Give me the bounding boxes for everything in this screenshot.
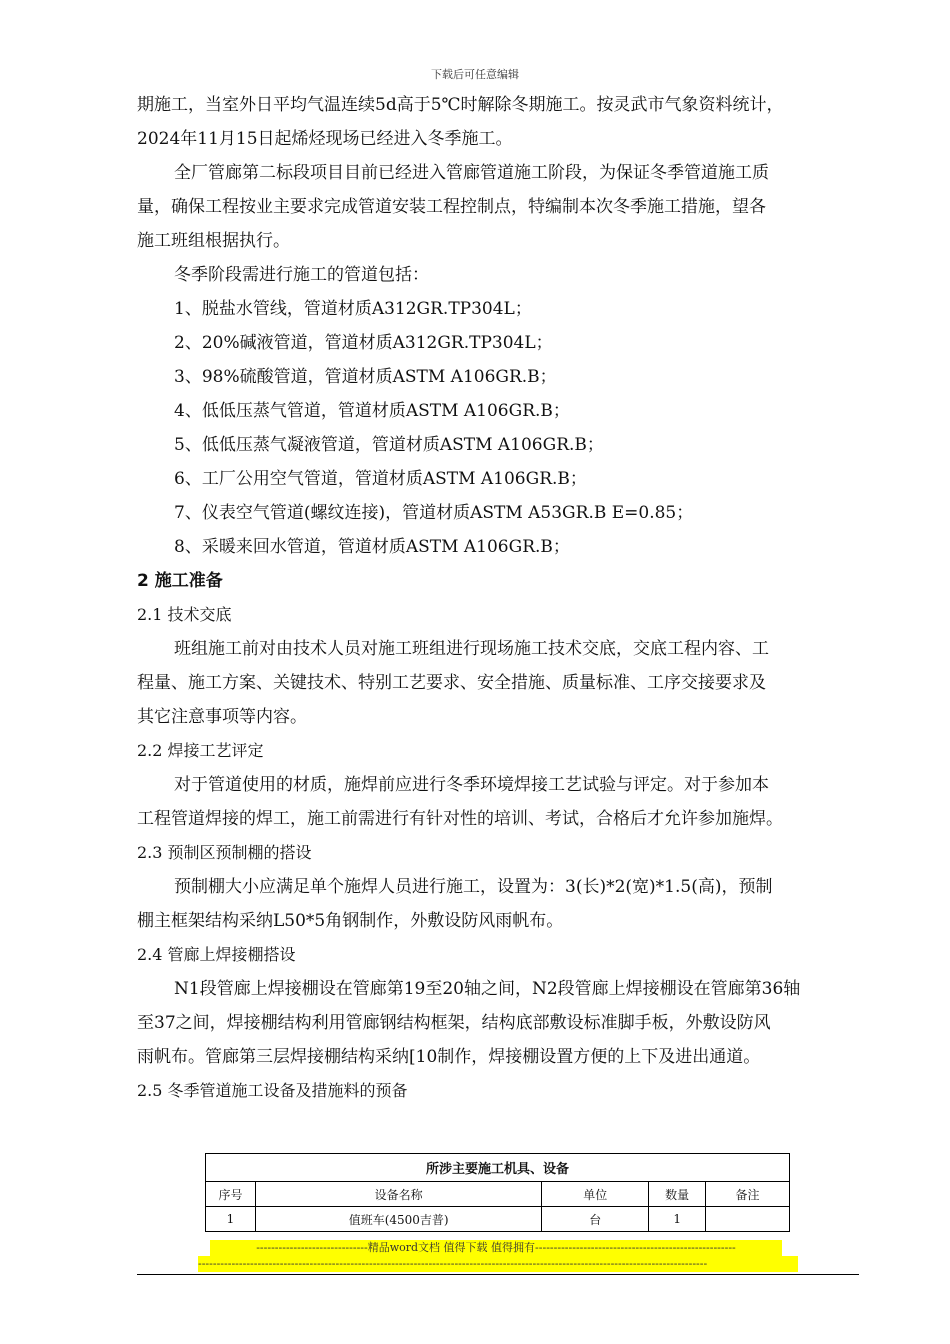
header-note: 下载后可任意编辑 <box>431 68 519 81</box>
paragraph-line: 对于管道使用的材质，施焊前应进行冬季环境焊接工艺试验与评定。对于参加本 <box>174 775 769 795</box>
footer-banner-dashes: ----------------------------------------------------------------------------------------------------------------------------------------- <box>198 1256 798 1272</box>
table-header-row <box>206 1182 790 1207</box>
footer-banner: ------------------------------精品word文档 值得下载 值得拥有------------------------------------------------------ <box>210 1240 782 1256</box>
paragraph-line: 量，确保工程按业主要求完成管道安装工程控制点，特编制本次冬季施工措施，望各 <box>137 197 766 217</box>
subsection-heading: 2.5 冬季管道施工设备及措施料的预备 <box>137 1081 408 1100</box>
table-caption-row <box>206 1154 790 1182</box>
paragraph-line: 棚主框架结构采纳L50*5角钢制作，外敷设防风雨帆布。 <box>137 911 564 931</box>
column-header-index: 序号 <box>206 1182 256 1207</box>
table-row <box>206 1207 790 1232</box>
paragraph-line: 全厂管廊第二标段项目目前已经进入管廊管道施工阶段，为保证冬季管道施工质 <box>174 163 769 183</box>
paragraph-line: 工程管道焊接的焊工，施工前需进行有针对性的培训、考试，合格后才允许参加施焊。 <box>137 809 783 829</box>
paragraph-line: 其它注意事项等内容。 <box>137 707 307 727</box>
pipe-list-item: 1、脱盐水管线，管道材质A312GR.TP304L； <box>174 299 532 319</box>
paragraph-line: 期施工，当室外日平均气温连续5d高于5℃时解除冬期施工。按灵武市气象资料统计， <box>137 95 784 115</box>
paragraph-line: 班组施工前对由技术人员对施工班组进行现场施工技术交底，交底工程内容、工 <box>174 639 769 659</box>
table-cell: 1 <box>649 1207 706 1232</box>
table-cell: 值班车(4500吉普) <box>255 1207 541 1232</box>
table-cell: 台 <box>542 1207 649 1232</box>
paragraph-line: 程量、施工方案、关键技术、特别工艺要求、安全措施、质量标准、工序交接要求及 <box>137 673 766 693</box>
subsection-heading: 2.3 预制区预制棚的搭设 <box>137 843 312 862</box>
paragraph-line: 至37之间，焊接棚结构利用管廊钢结构框架，结构底部敷设标准脚手板，外敷设防风 <box>137 1013 771 1033</box>
pipe-list-item: 8、采暖来回水管道，管道材质ASTM A106GR.B； <box>174 537 570 557</box>
equipment-table <box>205 1153 790 1232</box>
pipe-list-item: 7、仪表空气管道(螺纹连接)，管道材质ASTM A53GR.B E=0.85； <box>174 503 694 523</box>
pipe-list-item: 4、低低压蒸气管道，管道材质ASTM A106GR.B； <box>174 401 570 421</box>
pipe-list-item: 3、98%硫酸管道，管道材质ASTM A106GR.B； <box>174 367 557 387</box>
pipe-list-item: 6、工厂公用空气管道，管道材质ASTM A106GR.B； <box>174 469 587 489</box>
paragraph-line: 2024年11月15日起烯烃现场已经进入冬季施工。 <box>137 129 513 149</box>
pipe-list-item: 5、低低压蒸气凝液管道，管道材质ASTM A106GR.B； <box>174 435 604 455</box>
paragraph-line: 施工班组根据执行。 <box>137 231 290 251</box>
column-header-name: 设备名称 <box>255 1182 541 1207</box>
footer-divider <box>137 1274 859 1275</box>
column-header-remarks: 备注 <box>706 1182 790 1207</box>
table-cell: 1 <box>206 1207 256 1232</box>
column-header-unit: 单位 <box>542 1182 649 1207</box>
paragraph-line: 冬季阶段需进行施工的管道包括： <box>174 265 429 285</box>
subsection-heading: 2.2 焊接工艺评定 <box>137 741 264 760</box>
section-heading: 2 施工准备 <box>137 571 223 591</box>
column-header-quantity: 数量 <box>649 1182 706 1207</box>
pipe-list-item: 2、20%碱液管道，管道材质A312GR.TP304L； <box>174 333 553 353</box>
paragraph-line: 预制棚大小应满足单个施焊人员进行施工，设置为：3(长)*2(宽)*1.5(高)，预制 <box>174 877 773 897</box>
subsection-heading: 2.4 管廊上焊接棚搭设 <box>137 945 296 964</box>
paragraph-line: 雨帆布。管廊第三层焊接棚结构采纳[10制作，焊接棚设置方便的上下及进出通道。 <box>137 1047 761 1067</box>
document-body <box>137 88 867 1108</box>
subsection-heading: 2.1 技术交底 <box>137 605 232 624</box>
table-caption: 所涉主要施工机具、设备 <box>206 1154 790 1182</box>
table-cell <box>706 1207 790 1232</box>
paragraph-line: N1段管廊上焊接棚设在管廊第19至20轴之间，N2段管廊上焊接棚设在管廊第36轴 <box>174 979 801 999</box>
